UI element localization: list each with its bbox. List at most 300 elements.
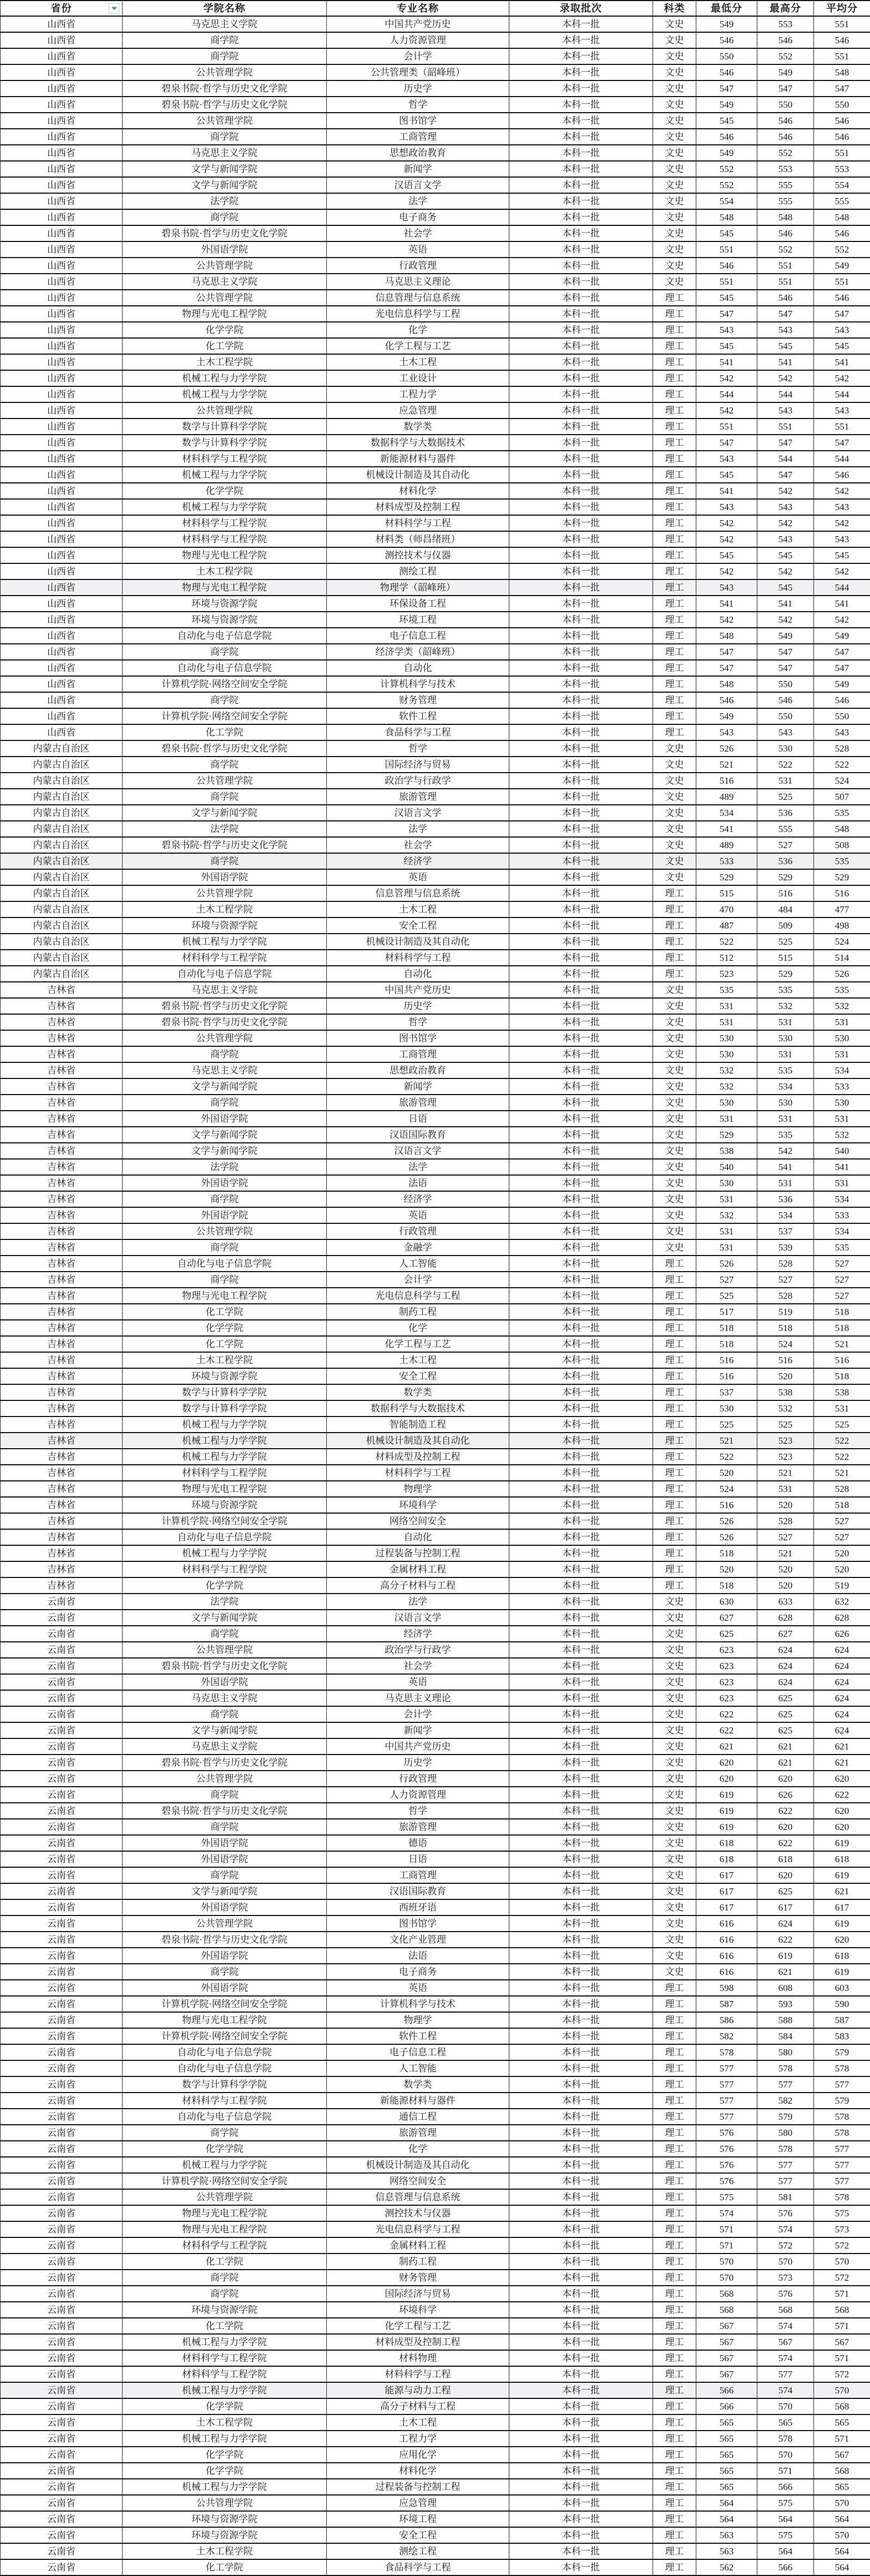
cell-major: 土木工程 — [327, 355, 509, 370]
cell-avg-score: 621 — [814, 1755, 870, 1770]
cell-avg-score: 621 — [814, 1884, 870, 1899]
cell-province: 吉林省 — [1, 1304, 123, 1319]
cell-province: 云南省 — [1, 1739, 123, 1754]
cell-max-score: 527 — [757, 1272, 814, 1287]
cell-batch: 本科一批 — [509, 1417, 653, 1432]
cell-subject: 理工 — [653, 2174, 696, 2189]
cell-college: 化学学院 — [123, 1578, 327, 1593]
cell-major: 经济学 — [327, 854, 509, 869]
cell-min-score: 620 — [696, 1755, 757, 1770]
cell-avg-score: 541 — [814, 1160, 870, 1174]
cell-college: 商学院 — [123, 757, 327, 772]
cell-college: 文学与新闻学院 — [123, 1127, 327, 1142]
cell-province: 吉林省 — [1, 1433, 123, 1448]
cell-avg-score: 522 — [814, 757, 870, 772]
cell-min-score: 518 — [696, 1320, 757, 1335]
cell-min-score: 551 — [696, 274, 757, 289]
cell-avg-score: 547 — [814, 81, 870, 96]
cell-min-score: 542 — [696, 371, 757, 386]
cell-major: 新能源材料与器件 — [327, 451, 509, 466]
cell-max-score: 620 — [757, 1771, 814, 1786]
cell-batch: 本科一批 — [509, 81, 653, 96]
cell-min-score: 537 — [696, 1385, 757, 1400]
cell-min-score: 526 — [696, 1514, 757, 1529]
cell-batch: 本科一批 — [509, 2045, 653, 2060]
cell-batch: 本科一批 — [509, 1320, 653, 1335]
cell-college: 自动化与电子信息学院 — [123, 661, 327, 675]
cell-max-score: 555 — [757, 194, 814, 209]
cell-subject: 文史 — [653, 1015, 696, 1030]
cell-province: 山西省 — [1, 693, 123, 708]
cell-province: 吉林省 — [1, 1530, 123, 1545]
filter-triangle-icon — [112, 7, 117, 10]
cell-major: 中国共产党历史 — [327, 1739, 509, 1754]
cell-college: 商学院 — [123, 644, 327, 659]
cell-avg-score: 531 — [814, 1176, 870, 1191]
cell-subject: 文史 — [653, 1079, 696, 1094]
cell-max-score: 551 — [757, 274, 814, 289]
cell-major: 网络空间安全 — [327, 2174, 509, 2189]
cell-min-score: 543 — [696, 322, 757, 337]
cell-min-score: 567 — [696, 2351, 757, 2366]
cell-major: 中国共产党历史 — [327, 982, 509, 997]
cell-college: 机械工程与力学学院 — [123, 371, 327, 386]
cell-subject: 文史 — [653, 821, 696, 836]
cell-min-score: 530 — [696, 1047, 757, 1062]
cell-max-score: 544 — [757, 451, 814, 466]
cell-avg-score: 533 — [814, 1208, 870, 1223]
table-row — [0, 2109, 870, 2125]
cell-college: 机械工程与力学学院 — [123, 2383, 327, 2398]
cell-batch: 本科一批 — [509, 1642, 653, 1657]
table-row — [0, 2141, 870, 2157]
cell-college: 材料科学与工程学院 — [123, 950, 327, 965]
cell-major: 土木工程 — [327, 902, 509, 917]
cell-subject: 文史 — [653, 1884, 696, 1899]
cell-subject: 文史 — [653, 1707, 696, 1722]
cell-major: 汉语言文学 — [327, 1610, 509, 1625]
cell-province: 云南省 — [1, 2447, 123, 2462]
cell-min-score: 586 — [696, 2013, 757, 2028]
cell-min-score: 571 — [696, 2222, 757, 2237]
cell-subject: 文史 — [653, 1675, 696, 1690]
cell-college: 土木工程学院 — [123, 564, 327, 579]
cell-province: 云南省 — [1, 2383, 123, 2398]
cell-major: 材料化学 — [327, 483, 509, 498]
cell-subject: 理工 — [653, 1369, 696, 1384]
cell-min-score: 616 — [696, 1964, 757, 1979]
cell-batch: 本科一批 — [509, 741, 653, 756]
cell-avg-score: 542 — [814, 516, 870, 531]
cell-avg-score: 518 — [814, 1369, 870, 1384]
cell-college: 自动化与电子信息学院 — [123, 2045, 327, 2060]
cell-max-score: 545 — [757, 548, 814, 563]
cell-college: 商学院 — [123, 1707, 327, 1722]
cell-subject: 理工 — [653, 548, 696, 563]
cell-college: 化学学院 — [123, 2447, 327, 2462]
cell-subject: 文史 — [653, 1755, 696, 1770]
cell-subject: 文史 — [653, 1610, 696, 1625]
cell-province: 山西省 — [1, 339, 123, 354]
cell-min-score: 576 — [696, 2174, 757, 2189]
cell-batch: 本科一批 — [509, 355, 653, 370]
cell-college: 外国语学院 — [123, 1980, 327, 1995]
cell-subject: 文史 — [653, 1739, 696, 1754]
cell-min-score: 623 — [696, 1658, 757, 1673]
cell-avg-score: 618 — [814, 1948, 870, 1963]
cell-subject: 文史 — [653, 1691, 696, 1706]
cell-college: 环境与资源学院 — [123, 612, 327, 627]
table-row — [0, 306, 870, 322]
cell-subject: 理工 — [653, 2367, 696, 2382]
table-row — [0, 1015, 870, 1031]
cell-min-score: 542 — [696, 516, 757, 531]
cell-college: 碧泉书院·哲学与历史文化学院 — [123, 741, 327, 756]
cell-avg-score: 544 — [814, 580, 870, 595]
table-row — [0, 1610, 870, 1626]
cell-province: 山西省 — [1, 81, 123, 96]
cell-major: 行政管理 — [327, 258, 509, 273]
table-row — [0, 290, 870, 306]
cell-province: 云南省 — [1, 2238, 123, 2253]
cell-subject: 文史 — [653, 274, 696, 289]
cell-major: 汉语国际教育 — [327, 1884, 509, 1899]
cell-subject: 理工 — [653, 886, 696, 901]
cell-subject: 理工 — [653, 2254, 696, 2269]
cell-min-score: 541 — [696, 596, 757, 611]
table-row — [0, 999, 870, 1015]
cell-batch: 本科一批 — [509, 2238, 653, 2253]
cell-max-score: 570 — [757, 2399, 814, 2414]
cell-major: 汉语言文学 — [327, 178, 509, 193]
cell-subject: 理工 — [653, 2560, 696, 2575]
cell-max-score: 537 — [757, 1224, 814, 1239]
cell-major: 环境科学 — [327, 1498, 509, 1513]
cell-major: 工程力学 — [327, 387, 509, 402]
cell-avg-score: 477 — [814, 902, 870, 917]
cell-province: 吉林省 — [1, 1143, 123, 1158]
cell-college: 自动化与电子信息学院 — [123, 1256, 327, 1271]
cell-major: 材料物理 — [327, 2351, 509, 2366]
cell-major: 人工智能 — [327, 1256, 509, 1271]
cell-min-score: 531 — [696, 1240, 757, 1255]
cell-min-score: 541 — [696, 355, 757, 370]
cell-min-score: 545 — [696, 290, 757, 305]
cell-major: 机械设计制造及其自动化 — [327, 467, 509, 482]
cell-max-score: 536 — [757, 854, 814, 869]
cell-max-score: 530 — [757, 1031, 814, 1046]
cell-batch: 本科一批 — [509, 1095, 653, 1110]
cell-min-score: 552 — [696, 162, 757, 177]
cell-subject: 文史 — [653, 33, 696, 48]
cell-college: 化学学院 — [123, 2141, 327, 2156]
cell-province: 山西省 — [1, 612, 123, 627]
cell-batch: 本科一批 — [509, 1176, 653, 1191]
cell-max-score: 576 — [757, 2286, 814, 2301]
cell-province: 云南省 — [1, 2286, 123, 2301]
table-row — [0, 1803, 870, 1819]
cell-college: 数学与计算科学学院 — [123, 2077, 327, 2092]
cell-max-score: 580 — [757, 2045, 814, 2060]
cell-batch: 本科一批 — [509, 1980, 653, 1995]
cell-avg-score: 547 — [814, 306, 870, 321]
cell-batch: 本科一批 — [509, 467, 653, 482]
cell-batch: 本科一批 — [509, 1787, 653, 1802]
cell-major: 日语 — [327, 1852, 509, 1867]
cell-batch: 本科一批 — [509, 2029, 653, 2044]
cell-min-score: 530 — [696, 1031, 757, 1046]
table-row — [0, 532, 870, 548]
cell-batch: 本科一批 — [509, 1385, 653, 1400]
cell-min-score: 567 — [696, 2335, 757, 2350]
cell-min-score: 520 — [696, 1465, 757, 1480]
cell-max-score: 574 — [757, 2222, 814, 2237]
cell-major: 高分子材料与工程 — [327, 2399, 509, 2414]
cell-min-score: 566 — [696, 2399, 757, 2414]
filter-dropdown-icon[interactable] — [109, 3, 119, 14]
cell-batch: 本科一批 — [509, 2367, 653, 2382]
table-row — [0, 1208, 870, 1224]
cell-min-score: 529 — [696, 1127, 757, 1142]
cell-subject: 文史 — [653, 1836, 696, 1851]
cell-batch: 本科一批 — [509, 1240, 653, 1255]
cell-max-score: 539 — [757, 1240, 814, 1255]
cell-province: 山西省 — [1, 532, 123, 547]
cell-province: 云南省 — [1, 2029, 123, 2044]
cell-province: 云南省 — [1, 2206, 123, 2221]
cell-batch: 本科一批 — [509, 403, 653, 418]
cell-province: 山西省 — [1, 403, 123, 418]
cell-major: 信息管理与信息系统 — [327, 290, 509, 305]
table-row — [0, 1980, 870, 1997]
cell-batch: 本科一批 — [509, 1916, 653, 1931]
cell-subject: 文史 — [653, 1111, 696, 1126]
cell-min-score: 616 — [696, 1948, 757, 1963]
cell-batch: 本科一批 — [509, 1868, 653, 1883]
cell-major: 材料科学与工程 — [327, 2367, 509, 2382]
cell-subject: 文史 — [653, 1160, 696, 1174]
cell-major: 化学工程与工艺 — [327, 2318, 509, 2333]
cell-avg-score: 572 — [814, 2367, 870, 2382]
cell-province: 云南省 — [1, 2399, 123, 2414]
cell-subject: 理工 — [653, 2093, 696, 2108]
cell-batch: 本科一批 — [509, 612, 653, 627]
cell-max-score: 567 — [757, 2335, 814, 2350]
cell-major: 材料成型及控制工程 — [327, 2335, 509, 2350]
cell-college: 土木工程学院 — [123, 2544, 327, 2559]
cell-province: 山西省 — [1, 17, 123, 32]
cell-subject: 文史 — [653, 1176, 696, 1191]
cell-province: 山西省 — [1, 467, 123, 482]
table-row — [0, 1997, 870, 2013]
table-row — [0, 677, 870, 693]
cell-batch: 本科一批 — [509, 2479, 653, 2494]
cell-batch: 本科一批 — [509, 564, 653, 579]
cell-subject: 文史 — [653, 1031, 696, 1046]
cell-subject: 文史 — [653, 242, 696, 257]
cell-major: 物理学 — [327, 2013, 509, 2028]
cell-avg-score: 542 — [814, 612, 870, 627]
cell-major: 历史学 — [327, 999, 509, 1014]
cell-min-score: 521 — [696, 757, 757, 772]
cell-avg-score: 620 — [814, 1819, 870, 1834]
cell-subject: 文史 — [653, 741, 696, 756]
cell-major: 材料科学与工程 — [327, 516, 509, 531]
table-row — [0, 596, 870, 612]
cell-min-score: 549 — [696, 17, 757, 32]
cell-major: 会计学 — [327, 1707, 509, 1722]
cell-subject: 文史 — [653, 1208, 696, 1223]
cell-province: 云南省 — [1, 1675, 123, 1690]
cell-major: 食品科学与工程 — [327, 725, 509, 740]
cell-subject: 文史 — [653, 1594, 696, 1609]
cell-province: 山西省 — [1, 145, 123, 160]
cell-min-score: 520 — [696, 1562, 757, 1577]
cell-batch: 本科一批 — [509, 1272, 653, 1287]
cell-min-score: 619 — [696, 1787, 757, 1802]
cell-avg-score: 622 — [814, 1787, 870, 1802]
table-row — [0, 210, 870, 226]
cell-max-score: 565 — [757, 2415, 814, 2430]
cell-avg-score: 534 — [814, 1192, 870, 1207]
cell-min-score: 542 — [696, 612, 757, 627]
table-row — [0, 661, 870, 677]
cell-major: 旅游管理 — [327, 1095, 509, 1110]
cell-major: 哲学 — [327, 1015, 509, 1030]
cell-min-score: 516 — [696, 1498, 757, 1513]
cell-subject: 理工 — [653, 2528, 696, 2543]
cell-min-score: 527 — [696, 1272, 757, 1287]
cell-min-score: 616 — [696, 1932, 757, 1947]
cell-major: 哲学 — [327, 97, 509, 112]
cell-province: 云南省 — [1, 1868, 123, 1883]
cell-max-score: 624 — [757, 1916, 814, 1931]
cell-avg-score: 545 — [814, 339, 870, 354]
cell-max-score: 581 — [757, 2190, 814, 2205]
cell-max-score: 520 — [757, 1498, 814, 1513]
table-row — [0, 838, 870, 854]
cell-max-score: 552 — [757, 49, 814, 64]
cell-batch: 本科一批 — [509, 2174, 653, 2189]
cell-major: 人工智能 — [327, 2061, 509, 2076]
table-row — [0, 1047, 870, 1063]
table-row — [0, 371, 870, 387]
cell-major: 化学 — [327, 1320, 509, 1335]
cell-batch: 本科一批 — [509, 1626, 653, 1641]
cell-batch: 本科一批 — [509, 2270, 653, 2285]
cell-subject: 理工 — [653, 693, 696, 708]
cell-batch: 本科一批 — [509, 1771, 653, 1786]
cell-subject: 理工 — [653, 2286, 696, 2301]
cell-major: 高分子材料与工程 — [327, 1578, 509, 1593]
cell-avg-score: 619 — [814, 1964, 870, 1979]
cell-college: 机械工程与力学学院 — [123, 387, 327, 402]
cell-avg-score: 570 — [814, 2496, 870, 2511]
cell-subject: 理工 — [653, 2383, 696, 2398]
cell-province: 云南省 — [1, 1836, 123, 1851]
table-row — [0, 17, 870, 33]
cell-batch: 本科一批 — [509, 2013, 653, 2028]
cell-min-score: 622 — [696, 1723, 757, 1738]
cell-subject: 理工 — [653, 644, 696, 659]
cell-major: 能源与动力工程 — [327, 2383, 509, 2398]
cell-major: 法学 — [327, 1160, 509, 1174]
cell-min-score: 525 — [696, 1288, 757, 1303]
cell-max-score: 576 — [757, 2206, 814, 2221]
cell-max-score: 575 — [757, 2528, 814, 2543]
cell-major: 社会学 — [327, 1658, 509, 1673]
cell-province: 吉林省 — [1, 1240, 123, 1255]
cell-min-score: 530 — [696, 1176, 757, 1191]
cell-batch: 本科一批 — [509, 918, 653, 933]
cell-batch: 本科一批 — [509, 1465, 653, 1480]
table-row — [0, 1658, 870, 1675]
table-row — [0, 628, 870, 644]
cell-avg-score: 624 — [814, 1658, 870, 1673]
cell-subject: 理工 — [653, 2077, 696, 2092]
cell-batch: 本科一批 — [509, 1530, 653, 1545]
cell-college: 化学学院 — [123, 2463, 327, 2478]
cell-subject: 理工 — [653, 2013, 696, 2028]
cell-college: 商学院 — [123, 1047, 327, 1062]
cell-subject: 文史 — [653, 81, 696, 96]
cell-subject: 理工 — [653, 2302, 696, 2317]
cell-min-score: 563 — [696, 2544, 757, 2559]
cell-avg-score: 571 — [814, 2286, 870, 2301]
cell-major: 公共管理类（韶峰班） — [327, 65, 509, 80]
table-row — [0, 387, 870, 403]
cell-avg-score: 519 — [814, 1578, 870, 1593]
cell-batch: 本科一批 — [509, 1304, 653, 1319]
cell-avg-score: 528 — [814, 1481, 870, 1496]
cell-college: 物理与光电工程学院 — [123, 1288, 327, 1303]
cell-batch: 本科一批 — [509, 966, 653, 981]
table-row — [0, 145, 870, 162]
cell-max-score: 551 — [757, 258, 814, 273]
cell-avg-score: 525 — [814, 1417, 870, 1432]
cell-max-score: 570 — [757, 2254, 814, 2269]
cell-avg-score: 578 — [814, 2125, 870, 2140]
table-row — [0, 1884, 870, 1900]
cell-max-score: 542 — [757, 371, 814, 386]
cell-min-score: 630 — [696, 1594, 757, 1609]
cell-avg-score: 551 — [814, 17, 870, 32]
cell-province: 云南省 — [1, 2351, 123, 2366]
cell-province: 云南省 — [1, 2222, 123, 2237]
cell-min-score: 576 — [696, 2125, 757, 2140]
cell-avg-score: 590 — [814, 1997, 870, 2012]
cell-college: 碧泉书院·哲学与历史文化学院 — [123, 1755, 327, 1770]
cell-province: 山西省 — [1, 194, 123, 209]
cell-batch: 本科一批 — [509, 65, 653, 80]
cell-min-score: 570 — [696, 2254, 757, 2269]
cell-max-score: 619 — [757, 1948, 814, 1963]
cell-batch: 本科一批 — [509, 339, 653, 354]
cell-major: 哲学 — [327, 1803, 509, 1818]
cell-college: 文学与新闻学院 — [123, 1723, 327, 1738]
cell-max-score: 575 — [757, 2496, 814, 2511]
cell-avg-score: 565 — [814, 2479, 870, 2494]
cell-avg-score: 551 — [814, 419, 870, 434]
cell-college: 外国语学院 — [123, 242, 327, 257]
cell-province: 云南省 — [1, 2318, 123, 2333]
cell-subject: 文史 — [653, 854, 696, 869]
cell-major: 光电信息科学与工程 — [327, 306, 509, 321]
cell-avg-score: 522 — [814, 1449, 870, 1464]
cell-min-score: 577 — [696, 2109, 757, 2124]
table-row — [0, 1900, 870, 1916]
cell-min-score: 552 — [696, 178, 757, 193]
